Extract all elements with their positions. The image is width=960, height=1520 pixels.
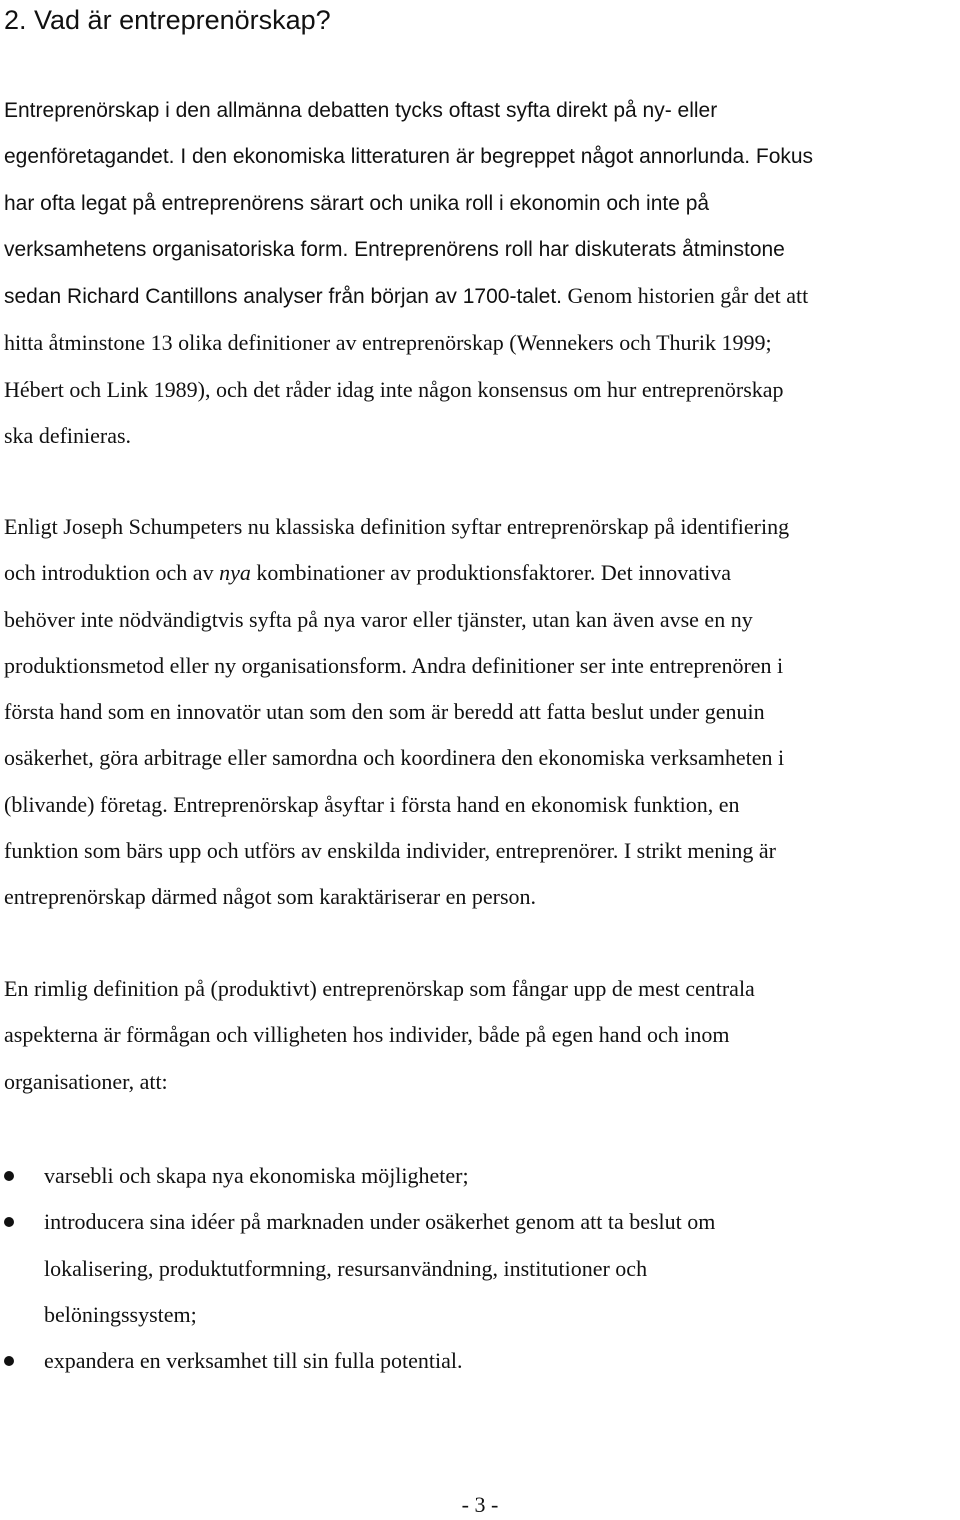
paragraph-line: osäkerhet, göra arbitrage eller samordna och koordinera den ekonomiska verksamheten i xyxy=(4,745,785,771)
paragraph-line xyxy=(4,273,813,320)
paragraph-definition xyxy=(4,966,755,1105)
bullet-icon xyxy=(4,1217,14,1227)
paragraph-line: Enligt Joseph Schumpeters nu klassiska definition syftar entreprenörskap på identifiering xyxy=(4,514,790,539)
paragraph-line: (blivande) företag. Entreprenörskap åsyftar i första hand en ekonomisk funktion, en xyxy=(4,791,740,817)
paragraph-line: entreprenörskap därmed något som karaktäriserar en person. xyxy=(4,884,537,910)
paragraph-line: organisationer, att: xyxy=(4,1068,168,1094)
paragraph-line: verksamhetens organisatoriska form. Entreprenörens roll har diskuterats åtminstone xyxy=(4,237,785,261)
paragraph-line: En rimlig definition på (produktivt) entreprenörskap som fångar upp de mest centrala xyxy=(4,976,755,1001)
list-item xyxy=(0,1338,715,1384)
paragraph-line: första hand som en innovatör utan som den som är beredd att fatta beslut under genuin xyxy=(4,699,765,725)
list-item xyxy=(0,1153,715,1199)
paragraph-line: aspekterna är förmågan och villigheten hos individer, både på egen hand och inom xyxy=(4,1022,730,1048)
paragraph-intro xyxy=(4,88,813,459)
list-item-text: introducera sina idéer på marknaden under osäkerhet genom att ta beslut om xyxy=(44,1209,716,1235)
paragraph-text: kombinationer av produktionsfaktorer. Det innovativa xyxy=(250,560,732,586)
paragraph-line: produktionsmetod eller ny organisationsform. Andra definitioner ser inte entreprenören i xyxy=(4,652,784,678)
paragraph-line: funktion som bärs upp och utförs av enskilda individer, entreprenörer. I strikt mening är xyxy=(4,838,776,864)
paragraph-line: Entreprenörskap i den allmänna debatten tycks oftast syfta direkt på ny- eller xyxy=(4,99,718,122)
paragraph-line: egenföretagandet. I den ekonomiska litteraturen är begreppet något annorlunda. Fokus xyxy=(4,145,814,169)
page-number: - 3 - xyxy=(461,1492,499,1517)
paragraph-line: behöver inte nödvändigtvis syfta på nya varor eller tjänster, utan kan även avse en ny xyxy=(4,606,753,632)
paragraph-line: hitta åtminstone 13 olika definitioner av entreprenörskap (Wennekers och Thurik 1999; xyxy=(4,330,772,356)
list-item-text: belöningssystem; xyxy=(44,1301,197,1327)
paragraph-text: sedan Richard Cantillons analyser från början av 1700-talet. xyxy=(4,285,562,309)
paragraph-line: Hébert och Link 1989), och det råder idag inte någon konsensus om hur entreprenörskap xyxy=(4,376,784,402)
paragraph-text: Genom historien går det att xyxy=(562,283,809,309)
list-item xyxy=(0,1199,715,1338)
emphasis-text: nya xyxy=(219,560,251,586)
section-heading: 2. Vad är entreprenörskap? xyxy=(4,5,331,35)
list-item-text: varsebli och skapa nya ekonomiska möjligheter; xyxy=(44,1163,469,1188)
paragraph-line xyxy=(4,550,789,596)
list-item-text: lokalisering, produktutformning, resursanvändning, institutioner och xyxy=(44,1255,648,1281)
paragraph-line: har ofta legat på entreprenörens särart och unika roll i ekonomin och inte på xyxy=(4,191,710,215)
list-item-text: expandera en verksamhet till sin fulla potential. xyxy=(44,1348,463,1374)
bullet-icon xyxy=(4,1356,14,1366)
paragraph-line: ska definieras. xyxy=(4,423,132,449)
bullet-icon xyxy=(4,1171,14,1181)
paragraph-text: och introduktion och av xyxy=(4,560,220,586)
paragraph-schumpeter xyxy=(4,504,789,921)
definition-bullet-list xyxy=(0,1153,715,1384)
